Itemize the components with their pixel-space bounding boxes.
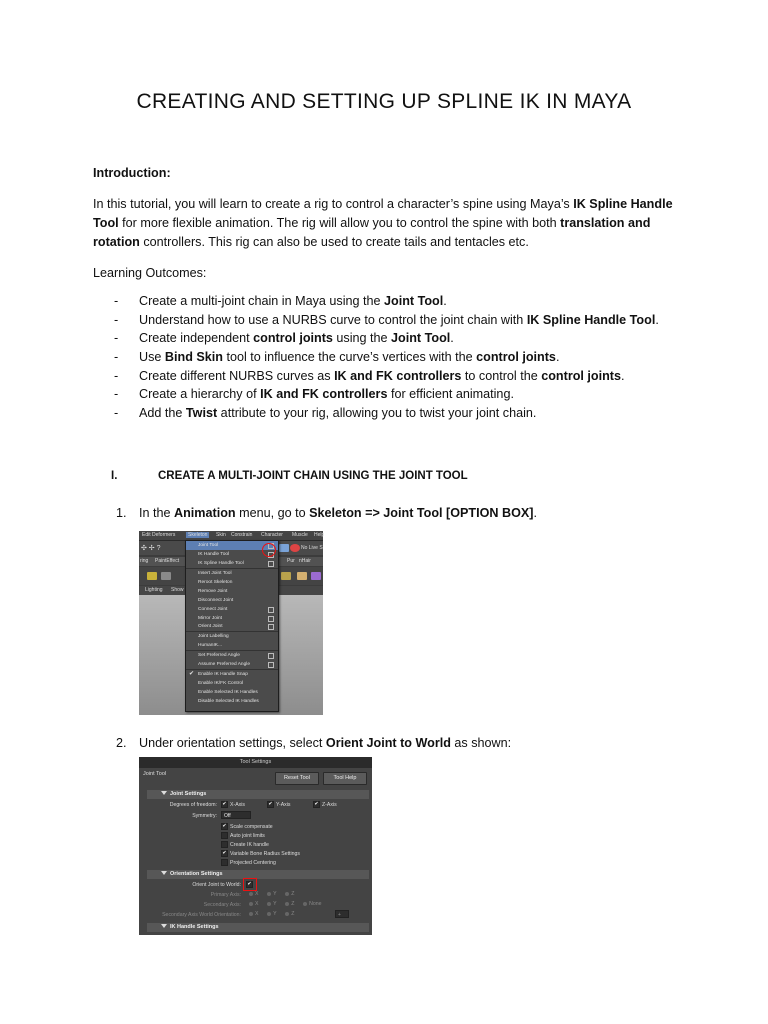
option-box-highlight — [262, 543, 276, 557]
option-box-icon[interactable] — [268, 662, 274, 668]
primary-axis-radios[interactable]: X Y Z — [249, 891, 294, 897]
outcome-item: - Create a multi-joint chain in Maya using the Joint Tool. — [114, 294, 447, 308]
check-projected-centering[interactable]: Projected Centering — [221, 859, 276, 866]
menu-item[interactable]: Set Preferred Angle — [186, 650, 278, 660]
outcome-item: - Create different NURBS curves as IK and FK controllers to control the control joints. — [114, 368, 625, 383]
secondary-axis-radios[interactable]: X Y Z None — [249, 901, 321, 907]
step-2: 2. Under orientation settings, select Orient Joint to World as shown: — [116, 736, 512, 750]
menu-character[interactable]: Character — [261, 532, 283, 538]
menu-help[interactable]: Help — [314, 532, 325, 538]
outcomes-heading: Learning Outcomes: — [93, 266, 207, 280]
menu-constrain[interactable]: Constrain — [231, 532, 253, 538]
option-box-icon[interactable] — [268, 607, 274, 613]
shelf-icon[interactable] — [297, 572, 307, 580]
menu-item[interactable]: Insert Joint Tool — [186, 568, 278, 578]
menu-item[interactable]: Joint Tool — [186, 541, 278, 550]
check-auto-joint-limits[interactable]: Auto joint limits — [221, 832, 265, 839]
viewport-menu-show[interactable]: Show — [171, 587, 184, 593]
menu-item[interactable]: Mirror Joint — [186, 614, 278, 623]
intro-paragraph: In this tutorial, you will learn to create a rig to control a character’s spine using Maya’s IK Spline Handle Tool for more flexible animation. The rig will allow you to control the spine with both translation and rotation controllers. This rig can also be used to create tails and tentacles etc. — [93, 197, 673, 249]
menu-skin[interactable]: Skin — [216, 532, 226, 538]
maya-skeleton-menu-screenshot — [139, 531, 323, 715]
joint-settings-header[interactable]: Joint Settings — [147, 790, 369, 799]
secondary-axis-label: Secondary Axis: — [203, 902, 241, 908]
reset-tool-button[interactable]: Reset Tool — [275, 772, 319, 785]
symmetry-select[interactable]: Off — [221, 811, 251, 819]
tool-settings-titlebar: Tool Settings — [139, 757, 372, 768]
menu-item[interactable]: Enable Selected IK Handles — [198, 690, 258, 695]
menu-item[interactable]: ✔ Enable IK Handle Snap — [186, 669, 278, 679]
option-box-icon[interactable] — [268, 616, 274, 622]
ik-handle-settings-header[interactable]: IK Handle Settings — [147, 923, 369, 932]
outcome-item: - Use Bind Skin tool to influence the curve’s vertices with the control joints. — [114, 350, 560, 365]
intro-heading: Introduction: — [93, 166, 171, 180]
skeleton-dropdown-menu — [185, 540, 279, 712]
shelf-tab-painteffects[interactable]: PaintEffect — [155, 558, 180, 564]
orient-joint-to-world-label: Orient Joint to World: — [192, 882, 241, 888]
section-heading: I. CREATE A MULTI-JOINT CHAIN USING THE JOINT TOOL — [111, 470, 468, 482]
menu-item[interactable]: Connect Joint — [186, 605, 278, 614]
option-box-icon[interactable] — [268, 561, 274, 567]
menu-item[interactable]: Disconnect Joint — [198, 597, 234, 603]
check-icon: ✔ — [189, 671, 195, 678]
menu-item[interactable]: IK Spline Handle Tool — [186, 559, 278, 568]
shelf-icon[interactable] — [161, 572, 171, 580]
orient-joint-highlight — [243, 878, 257, 891]
menu-item[interactable]: IK Handle Tool — [186, 550, 278, 559]
dof-z[interactable]: ✔ Z-Axis — [314, 801, 337, 808]
menu-muscle[interactable]: Muscle — [292, 532, 308, 538]
check-variable-bone-radius[interactable]: ✔ Variable Bone Radius Settings — [222, 850, 300, 857]
dof-x[interactable]: ✔ X-Axis — [222, 801, 245, 808]
menu-item[interactable]: HumanIK... — [198, 643, 222, 649]
live-label: No Live S — [301, 545, 323, 551]
page-title: CREATING AND SETTING UP SPLINE IK IN MAYA — [136, 90, 632, 113]
menu-item[interactable]: Enable IK/FK Control — [198, 681, 244, 687]
menu-skeleton[interactable]: Skeleton — [188, 532, 208, 538]
secondary-world-select[interactable]: + — [335, 910, 349, 918]
snap-icon[interactable] — [279, 544, 289, 552]
menu-edit-deformers[interactable]: Edit Deformers — [142, 532, 176, 538]
outcome-item: - Create a hierarchy of IK and FK controllers for efficient animating. — [114, 387, 514, 402]
check-scale-compensate[interactable]: ✔ Scale compensate — [222, 823, 273, 830]
outcome-item: - Understand how to use a NURBS curve to control the joint chain with IK Spline Handle Tool. — [114, 312, 659, 327]
outcome-item: - Add the Twist attribute to your rig, allowing you to twist your joint chain. — [114, 406, 537, 421]
secondary-world-label: Secondary Axis World Orientation: — [162, 912, 241, 918]
dof-label: Degrees of freedom: — [169, 802, 217, 808]
shelf-icon[interactable] — [147, 572, 157, 580]
menu-item[interactable]: Reroot Skeleton — [198, 579, 233, 585]
option-box-icon[interactable] — [268, 624, 274, 630]
shelf-icon[interactable] — [281, 572, 291, 580]
shelf-tab-nhair[interactable]: nHair — [299, 558, 311, 564]
symmetry-label: Symmetry: — [192, 813, 217, 819]
shelf-tab-fur[interactable]: Pur — [287, 558, 295, 564]
secondary-world-radios[interactable]: X Y Z — [249, 911, 294, 917]
viewport-menu-lighting[interactable]: Lighting — [145, 587, 163, 593]
shelf-tab-rigging[interactable]: ring — [140, 558, 149, 564]
dof-y[interactable]: ✔ Y-Axis — [268, 801, 291, 808]
tool-icons: ✣ ✢ ? — [141, 545, 161, 552]
option-box-icon[interactable] — [268, 653, 274, 659]
check-create-ik-handle[interactable]: Create IK handle — [221, 841, 269, 848]
shelf-icon[interactable] — [311, 572, 321, 580]
orientation-settings-header[interactable]: Orientation Settings — [147, 870, 369, 879]
menu-item[interactable]: Assume Preferred Angle — [186, 660, 278, 669]
render-icon[interactable] — [290, 544, 300, 552]
outcomes-list — [114, 294, 714, 425]
tool-help-button[interactable]: Tool Help — [323, 772, 367, 785]
menu-item[interactable]: Joint Labelling — [186, 631, 278, 641]
step-1: 1. In the Animation menu, go to Skeleton => Joint Tool [OPTION BOX]. — [116, 506, 537, 520]
orient-joint-to-world-checkbox[interactable]: ✔ — [247, 881, 252, 887]
menu-item[interactable]: Disable Selected IK Handles — [198, 698, 259, 704]
tool-settings-screenshot — [139, 757, 372, 935]
outcome-item: - Create independent control joints using the Joint Tool. — [114, 331, 454, 346]
menu-item[interactable]: Orient Joint — [186, 622, 278, 631]
menu-item[interactable]: Remove Joint — [198, 588, 228, 594]
primary-axis-label: Primary Axis: — [210, 892, 241, 898]
tool-name: Joint Tool — [143, 771, 167, 777]
